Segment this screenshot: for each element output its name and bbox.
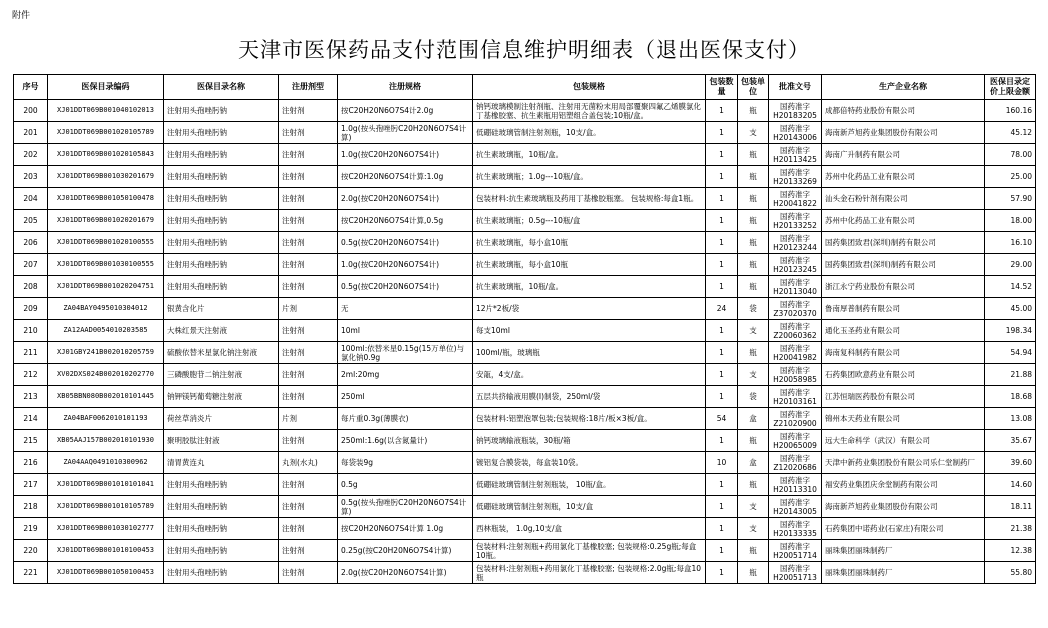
cell-form: 注射剂: [279, 518, 338, 540]
cell-maker: 成都倍特药业股份有限公司: [822, 100, 985, 122]
table-row: [14, 122, 1036, 144]
cell-seq: 212: [14, 364, 48, 386]
cell-form: 注射剂: [279, 100, 338, 122]
cell-name: 钠钾镁钙葡萄糖注射液: [164, 386, 279, 408]
cell-code: XJ01DDT069B001020204751: [48, 276, 164, 298]
cell-unit: 瓶: [738, 342, 769, 364]
cell-maker: 锦州本天药业有限公司: [822, 408, 985, 430]
header-seq: 序号: [14, 75, 48, 100]
cell-form: 注射剂: [279, 496, 338, 518]
cell-seq: 216: [14, 452, 48, 474]
cell-price: 45.12: [985, 122, 1036, 144]
cell-approval: 国药准字H20065009: [769, 430, 822, 452]
cell-price: 78.00: [985, 144, 1036, 166]
header-qty: 包装数量: [706, 75, 738, 100]
cell-name: 注射用头孢唑肟钠: [164, 562, 279, 584]
cell-seq: 209: [14, 298, 48, 320]
table-row: [14, 254, 1036, 276]
cell-approval: 国药准字Z21020900: [769, 408, 822, 430]
cell-approval: 国药准字H20183205: [769, 100, 822, 122]
cell-name: 注射用头孢唑肟钠: [164, 474, 279, 496]
cell-pack: 钠钙玻璃模制注射剂瓶、注射用无菌粉末用局部覆聚四氟乙烯膜氯化丁基橡胶塞、抗生素瓶用铝塑组合盖包装;10瓶/盒。: [473, 100, 706, 122]
cell-form: 片剂: [279, 408, 338, 430]
cell-unit: 袋: [738, 386, 769, 408]
cell-unit: 支: [738, 320, 769, 342]
cell-name: 注射用头孢唑肟钠: [164, 518, 279, 540]
cell-name: 聚明胶肽注射液: [164, 430, 279, 452]
table-row: [14, 364, 1036, 386]
cell-maker: 石药集团欧意药业有限公司: [822, 364, 985, 386]
cell-qty: 1: [706, 562, 738, 584]
cell-name: 三磷酸胞苷二钠注射液: [164, 364, 279, 386]
cell-maker: 石药集团中诺药业(石家庄)有限公司: [822, 518, 985, 540]
cell-spec: 100ml:依替米星0.15g(15万单位)与氯化钠0.9g: [338, 342, 473, 364]
cell-approval: 国药准字H20113310: [769, 474, 822, 496]
cell-seq: 217: [14, 474, 48, 496]
cell-spec: 按C20H20N6O7S4计2.0g: [338, 100, 473, 122]
cell-seq: 210: [14, 320, 48, 342]
cell-price: 55.80: [985, 562, 1036, 584]
cell-price: 35.67: [985, 430, 1036, 452]
cell-form: 注射剂: [279, 430, 338, 452]
cell-qty: 1: [706, 430, 738, 452]
cell-seq: 215: [14, 430, 48, 452]
table-row: [14, 100, 1036, 122]
cell-spec: 250ml: [338, 386, 473, 408]
cell-unit: 瓶: [738, 210, 769, 232]
cell-spec: 1.0g(按C20H20N6O7S4计): [338, 254, 473, 276]
table-row: [14, 320, 1036, 342]
cell-pack: 西林瓶装， 1.0g,10支/盒: [473, 518, 706, 540]
cell-approval: 国药准字H20058985: [769, 364, 822, 386]
cell-code: XJ01DDT069B001030100555: [48, 254, 164, 276]
table-row: [14, 430, 1036, 452]
cell-spec: 0.25g(按C20H20N6O7S4计算): [338, 540, 473, 562]
cell-approval: 国药准字H20123245: [769, 254, 822, 276]
cell-price: 21.88: [985, 364, 1036, 386]
cell-seq: 206: [14, 232, 48, 254]
header-name: 医保目录名称: [164, 75, 279, 100]
cell-approval: 国药准字H20133269: [769, 166, 822, 188]
cell-form: 注射剂: [279, 254, 338, 276]
cell-name: 注射用头孢唑肟钠: [164, 188, 279, 210]
table-header-row: [14, 75, 1036, 100]
cell-code: XJ01DDT069B001020201679: [48, 210, 164, 232]
cell-qty: 1: [706, 232, 738, 254]
cell-form: 注射剂: [279, 188, 338, 210]
cell-pack: 包装材料:注射剂瓶+药用氯化丁基橡胶塞; 包装规格:0.25g瓶;每盒10瓶。: [473, 540, 706, 562]
cell-approval: 国药准字H20113425: [769, 144, 822, 166]
cell-spec: 按C20H20N6O7S4计算:1.0g: [338, 166, 473, 188]
cell-name: 注射用头孢唑肟钠: [164, 276, 279, 298]
cell-price: 21.38: [985, 518, 1036, 540]
table-row: [14, 474, 1036, 496]
cell-approval: 国药准字Z37020370: [769, 298, 822, 320]
cell-unit: 瓶: [738, 144, 769, 166]
cell-maker: 天津中新药业集团股份有限公司乐仁堂制药厂: [822, 452, 985, 474]
cell-price: 12.38: [985, 540, 1036, 562]
cell-approval: 国药准字H20041822: [769, 188, 822, 210]
cell-code: ZA12AAD0054010203585: [48, 320, 164, 342]
cell-code: XJ01DDT069B001050100453: [48, 562, 164, 584]
cell-form: 注射剂: [279, 386, 338, 408]
table-row: [14, 562, 1036, 584]
cell-form: 注射剂: [279, 122, 338, 144]
cell-unit: 支: [738, 518, 769, 540]
cell-price: 18.00: [985, 210, 1036, 232]
table-row: [14, 276, 1036, 298]
cell-approval: 国药准字H20103161: [769, 386, 822, 408]
cell-maker: 海南广升制药有限公司: [822, 144, 985, 166]
cell-pack: 低硼硅玻璃管制注射剂瓶，10支/盒。: [473, 122, 706, 144]
cell-qty: 1: [706, 276, 738, 298]
cell-name: 注射用头孢唑肟钠: [164, 144, 279, 166]
cell-approval: 国药准字H20133252: [769, 210, 822, 232]
cell-pack: 钠钙玻璃输液瓶装，30瓶/箱: [473, 430, 706, 452]
cell-pack: 12片*2板/袋: [473, 298, 706, 320]
cell-unit: 瓶: [738, 232, 769, 254]
cell-pack: 包装材料:抗生素玻璃瓶及药用丁基橡胶瓶塞。 包装规格:每盒1瓶。: [473, 188, 706, 210]
cell-price: 14.52: [985, 276, 1036, 298]
cell-name: 大株红景天注射液: [164, 320, 279, 342]
cell-spec: 0.5g: [338, 474, 473, 496]
cell-spec: 每片重0.3g(薄膜衣): [338, 408, 473, 430]
header-price: 医保目录定价上限金额: [985, 75, 1036, 100]
header-form: 注册剂型: [279, 75, 338, 100]
cell-name: 注射用头孢唑肟钠: [164, 540, 279, 562]
cell-seq: 213: [14, 386, 48, 408]
cell-pack: 抗生素玻璃瓶；1.0g---10瓶/盒。: [473, 166, 706, 188]
cell-code: XJ01DDT069B001010100453: [48, 540, 164, 562]
cell-code: XJ01DDT069B001020105789: [48, 122, 164, 144]
cell-name: 注射用头孢唑肟钠: [164, 100, 279, 122]
cell-name: 银黄含化片: [164, 298, 279, 320]
cell-spec: 2.0g(按C20H20N6O7S4计): [338, 188, 473, 210]
cell-code: ZA04AAQ0491010300962: [48, 452, 164, 474]
cell-maker: 海南新芦旭药业集团股份有限公司: [822, 122, 985, 144]
cell-price: 57.90: [985, 188, 1036, 210]
cell-pack: 包装材料:铝塑泡罩包装;包装规格:18片/板×3板/盒。: [473, 408, 706, 430]
cell-name: 注射用头孢唑肟钠: [164, 232, 279, 254]
cell-name: 清胃黄连丸: [164, 452, 279, 474]
table-row: [14, 232, 1036, 254]
cell-pack: 五层共挤输液用膜(I)制袋，250ml/袋: [473, 386, 706, 408]
cell-code: ZA04BAY0495010304012: [48, 298, 164, 320]
cell-approval: 国药准字H20143005: [769, 496, 822, 518]
cell-name: 注射用头孢唑肟钠: [164, 496, 279, 518]
cell-code: XJ01DDT069B001020105843: [48, 144, 164, 166]
cell-spec: 0.5g(按C20H20N6O7S4计): [338, 232, 473, 254]
cell-price: 13.08: [985, 408, 1036, 430]
cell-form: 注射剂: [279, 540, 338, 562]
cell-code: ZA04BAF0062010101193: [48, 408, 164, 430]
cell-spec: 1.0g(按C20H20N6O7S4计): [338, 144, 473, 166]
cell-maker: 苏州中化药品工业有限公司: [822, 166, 985, 188]
cell-approval: 国药准字Z20060362: [769, 320, 822, 342]
cell-form: 注射剂: [279, 276, 338, 298]
cell-approval: 国药准字H20143006: [769, 122, 822, 144]
cell-maker: 福安药业集团庆余堂制药有限公司: [822, 474, 985, 496]
cell-name: 注射用头孢唑肟钠: [164, 254, 279, 276]
cell-qty: 1: [706, 342, 738, 364]
header-spec: 注册规格: [338, 75, 473, 100]
cell-qty: 1: [706, 166, 738, 188]
page-title: 天津市医保药品支付范围信息维护明细表（退出医保支付）: [238, 38, 810, 62]
table-body: [14, 100, 1036, 584]
cell-seq: 205: [14, 210, 48, 232]
cell-form: 注射剂: [279, 166, 338, 188]
cell-maker: 江苏恒瑞医药股份有限公司: [822, 386, 985, 408]
cell-seq: 211: [14, 342, 48, 364]
cell-seq: 220: [14, 540, 48, 562]
cell-maker: 通化玉圣药业有限公司: [822, 320, 985, 342]
cell-pack: 抗生素玻璃瓶，10瓶/盒。: [473, 144, 706, 166]
cell-name: 注射用头孢唑肟钠: [164, 166, 279, 188]
cell-approval: 国药准字H20051714: [769, 540, 822, 562]
cell-spec: 每袋装9g: [338, 452, 473, 474]
cell-code: XJ01GBY241B002010205759: [48, 342, 164, 364]
cell-code: XJ01DDT069B001040102013: [48, 100, 164, 122]
cell-pack: 包装材料:注射剂瓶+药用氯化丁基橡胶塞; 包装规格:2.0g瓶;每盒10瓶: [473, 562, 706, 584]
cell-seq: 202: [14, 144, 48, 166]
cell-qty: 1: [706, 188, 738, 210]
cell-spec: 0.5g(按C20H20N6O7S4计): [338, 276, 473, 298]
cell-maker: 浙江永宁药业股份有限公司: [822, 276, 985, 298]
cell-maker: 丽珠集团丽珠制药厂: [822, 540, 985, 562]
table-row: [14, 386, 1036, 408]
cell-approval: 国药准字H20123244: [769, 232, 822, 254]
cell-approval: 国药准字H20113040: [769, 276, 822, 298]
cell-price: 29.00: [985, 254, 1036, 276]
cell-seq: 204: [14, 188, 48, 210]
header-maker: 生产企业名称: [822, 75, 985, 100]
cell-code: XJ01DDT069B001030102777: [48, 518, 164, 540]
cell-seq: 214: [14, 408, 48, 430]
cell-qty: 1: [706, 540, 738, 562]
cell-form: 注射剂: [279, 474, 338, 496]
cell-unit: 支: [738, 496, 769, 518]
table-row: [14, 144, 1036, 166]
cell-pack: 安瓿，4支/盒。: [473, 364, 706, 386]
table-row: [14, 496, 1036, 518]
cell-maker: 鲁南厚普制药有限公司: [822, 298, 985, 320]
cell-form: 注射剂: [279, 562, 338, 584]
cell-maker: 国药集团致君(深圳)制药有限公司: [822, 232, 985, 254]
cell-qty: 1: [706, 364, 738, 386]
cell-pack: 抗生素玻璃瓶，10瓶/盒。: [473, 276, 706, 298]
cell-qty: 1: [706, 320, 738, 342]
attachment-label: 附件: [12, 11, 31, 21]
cell-qty: 1: [706, 210, 738, 232]
cell-spec: 按C20H20N6O7S4计算,0.5g: [338, 210, 473, 232]
header-unit: 包装单位: [738, 75, 769, 100]
cell-seq: 201: [14, 122, 48, 144]
drug-info-table: [13, 74, 1036, 584]
cell-price: 45.00: [985, 298, 1036, 320]
cell-form: 片剂: [279, 298, 338, 320]
table-row: [14, 210, 1036, 232]
cell-qty: 1: [706, 100, 738, 122]
cell-price: 16.10: [985, 232, 1036, 254]
cell-unit: 瓶: [738, 100, 769, 122]
cell-code: XJ01DDT069B001030201679: [48, 166, 164, 188]
cell-unit: 支: [738, 122, 769, 144]
cell-qty: 1: [706, 496, 738, 518]
cell-maker: 海南复科制药有限公司: [822, 342, 985, 364]
cell-pack: 镀铝复合膜袋装，每盒装10袋。: [473, 452, 706, 474]
cell-seq: 207: [14, 254, 48, 276]
cell-qty: 1: [706, 122, 738, 144]
cell-pack: 抗生素玻璃瓶，每小盒10瓶: [473, 232, 706, 254]
table-row: [14, 166, 1036, 188]
cell-spec: 2ml:20mg: [338, 364, 473, 386]
cell-spec: 2.0g(按C20H20N6O7S4计算): [338, 562, 473, 584]
cell-approval: 国药准字H20041982: [769, 342, 822, 364]
cell-code: XV02DXS024B002010202770: [48, 364, 164, 386]
cell-price: 54.94: [985, 342, 1036, 364]
cell-price: 18.11: [985, 496, 1036, 518]
cell-unit: 瓶: [738, 562, 769, 584]
cell-pack: 低硼硅玻璃管制注射剂瓶，10支/盒: [473, 496, 706, 518]
table-row: [14, 518, 1036, 540]
cell-code: XJ01DDT069B001010105789: [48, 496, 164, 518]
cell-qty: 1: [706, 144, 738, 166]
cell-form: 丸剂(水丸): [279, 452, 338, 474]
table-row: [14, 298, 1036, 320]
table-row: [14, 188, 1036, 210]
cell-qty: 1: [706, 518, 738, 540]
cell-qty: 1: [706, 474, 738, 496]
cell-maker: 汕头金石粉针剂有限公司: [822, 188, 985, 210]
cell-price: 39.60: [985, 452, 1036, 474]
cell-seq: 219: [14, 518, 48, 540]
cell-seq: 208: [14, 276, 48, 298]
cell-price: 18.68: [985, 386, 1036, 408]
header-approval: 批准文号: [769, 75, 822, 100]
table-row: [14, 452, 1036, 474]
cell-code: XJ01DDT069B001020100555: [48, 232, 164, 254]
cell-maker: 海南新芦旭药业集团股份有限公司: [822, 496, 985, 518]
cell-code: XB05BBN080B002010101445: [48, 386, 164, 408]
cell-seq: 218: [14, 496, 48, 518]
cell-price: 160.16: [985, 100, 1036, 122]
cell-seq: 221: [14, 562, 48, 584]
cell-pack: 低硼硅玻璃管制注射剂瓶装， 10瓶/盒。: [473, 474, 706, 496]
cell-maker: 苏州中化药品工业有限公司: [822, 210, 985, 232]
cell-qty: 24: [706, 298, 738, 320]
cell-unit: 瓶: [738, 540, 769, 562]
header-pack: 包装规格: [473, 75, 706, 100]
cell-qty: 10: [706, 452, 738, 474]
cell-pack: 抗生素玻璃瓶；0.5g---10瓶/盒: [473, 210, 706, 232]
cell-form: 注射剂: [279, 144, 338, 166]
cell-seq: 200: [14, 100, 48, 122]
cell-maker: 国药集团致君(深圳)制药有限公司: [822, 254, 985, 276]
cell-approval: 国药准字H20133335: [769, 518, 822, 540]
cell-approval: 国药准字H20051713: [769, 562, 822, 584]
cell-spec: 无: [338, 298, 473, 320]
cell-seq: 203: [14, 166, 48, 188]
table-row: [14, 540, 1036, 562]
cell-maker: 丽珠集团丽珠制药厂: [822, 562, 985, 584]
cell-qty: 1: [706, 254, 738, 276]
cell-qty: 1: [706, 386, 738, 408]
cell-pack: 抗生素玻璃瓶，每小盒10瓶: [473, 254, 706, 276]
cell-name: 注射用头孢唑肟钠: [164, 210, 279, 232]
cell-code: XB05AAJ157B002010101930: [48, 430, 164, 452]
cell-unit: 瓶: [738, 276, 769, 298]
cell-unit: 袋: [738, 298, 769, 320]
cell-spec: 按C20H20N6O7S4计算 1.0g: [338, 518, 473, 540]
cell-approval: 国药准字Z12020686: [769, 452, 822, 474]
table-row: [14, 408, 1036, 430]
cell-form: 注射剂: [279, 364, 338, 386]
cell-price: 14.60: [985, 474, 1036, 496]
cell-price: 25.00: [985, 166, 1036, 188]
cell-unit: 瓶: [738, 188, 769, 210]
cell-pack: 每支10ml: [473, 320, 706, 342]
cell-price: 198.34: [985, 320, 1036, 342]
cell-spec: 250ml:1.6g(以含氮量计): [338, 430, 473, 452]
cell-code: XJ01DDT069B001010101041: [48, 474, 164, 496]
cell-pack: 100ml/瓶，玻璃瓶: [473, 342, 706, 364]
cell-unit: 盒: [738, 452, 769, 474]
cell-maker: 远大生命科学（武汉）有限公司: [822, 430, 985, 452]
cell-unit: 盒: [738, 408, 769, 430]
cell-unit: 瓶: [738, 430, 769, 452]
cell-unit: 瓶: [738, 166, 769, 188]
cell-name: 荷丝草消炎片: [164, 408, 279, 430]
cell-qty: 54: [706, 408, 738, 430]
cell-unit: 支: [738, 364, 769, 386]
cell-form: 注射剂: [279, 342, 338, 364]
cell-name: 硫酸依替米星氯化钠注射液: [164, 342, 279, 364]
header-code: 医保目录编码: [48, 75, 164, 100]
cell-spec: 1.0g(按头孢唑肟C20H20N6O7S4计算): [338, 122, 473, 144]
cell-code: XJ01DDT069B001050100478: [48, 188, 164, 210]
cell-form: 注射剂: [279, 232, 338, 254]
cell-name: 注射用头孢唑肟钠: [164, 122, 279, 144]
cell-form: 注射剂: [279, 210, 338, 232]
cell-unit: 瓶: [738, 474, 769, 496]
cell-form: 注射剂: [279, 320, 338, 342]
cell-unit: 瓶: [738, 254, 769, 276]
table-row: [14, 342, 1036, 364]
cell-spec: 10ml: [338, 320, 473, 342]
cell-spec: 0.5g(按头孢唑肟C20H20N6O7S4计算): [338, 496, 473, 518]
